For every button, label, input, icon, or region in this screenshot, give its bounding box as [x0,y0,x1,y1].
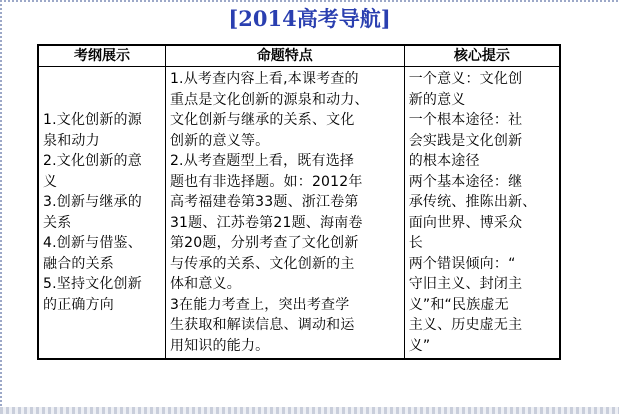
text-line: 重点是文化创新的源泉和动力、 [169,91,369,108]
text-line: 承传统、推陈出新、 [408,194,537,210]
text-line: 一个根本途径：社 [408,112,523,128]
text-line: 守旧主义、封闭主 [408,276,523,292]
text-line: 5.坚持文化创新 [43,276,142,292]
page-left-edge [0,0,2,414]
text-line: 高考福建卷第33题、浙江卷第 [169,194,359,210]
text-line: 4.创新与借鉴、 [43,235,142,251]
text-line: 两个错误倾向：“ [408,255,516,272]
text-line: 2.从考查题型上看，既有选择 [169,153,355,169]
text-line: 1.从考查内容上看,本课考查的 [169,71,359,87]
text-line: 义” [408,337,431,354]
exam-guide-table [37,44,561,360]
text-line: 融合的关系 [43,255,114,272]
text-line: 义 [43,173,58,190]
text-line: 文化创新与继承的关系、文化 [169,112,355,128]
text-line: 31题、江苏卷第21题、海南卷 [169,214,363,231]
text-line: 新的意义 [408,91,466,108]
text-line: 一个意义：文化创 [408,71,523,87]
text-line: 两个基本途径：继 [408,173,523,190]
text-line: 的根本途径 [408,153,480,169]
text-line: 的正确方向 [43,296,114,313]
text-line: 面向世界、博采众 [408,214,523,231]
text-line: 创新的意义等。 [169,132,270,149]
header-question-features: 命题特点 [165,45,404,67]
cell-core-tips [404,67,560,360]
text-line: 1.文化创新的源 [43,112,142,128]
text-line: 长 [408,235,423,251]
text-line: 会实践是文化创新 [408,132,523,149]
text-line: 关系 [43,214,72,231]
text-line: 3在能力考查上，突出考查学 [169,296,350,313]
cell-syllabus [38,67,165,360]
question-features-lines [170,69,402,356]
header-core-tips: 核心提示 [404,45,560,67]
text-line: 主义、历史虚无主 [408,317,523,333]
cell-question-features [165,67,404,360]
table-row [38,67,560,360]
page-bottom-edge [0,407,619,414]
core-tips-lines [409,69,557,356]
syllabus-lines [43,110,163,315]
text-line: 3.创新与继承的 [43,194,142,210]
text-line: 题也有非选择题。如：2012年 [169,173,363,190]
table-header-row [38,45,560,67]
text-line: 第20题，分别考查了文化创新 [169,235,359,251]
text-line: 与传承的关系、文化创新的主 [169,255,355,272]
text-line: 生获取和解读信息、调动和运 [169,317,355,333]
header-syllabus: 考纲展示 [38,45,165,67]
text-line: 义”和“民族虚无 [408,296,509,313]
page-top-edge [0,0,619,2]
text-line: 体和意义。 [169,276,241,292]
text-line: 2.文化创新的意 [43,153,142,169]
text-line: 泉和动力 [43,132,100,149]
page-title: [2014高考导航] [228,6,391,31]
text-line: 用知识的能力。 [169,337,270,354]
